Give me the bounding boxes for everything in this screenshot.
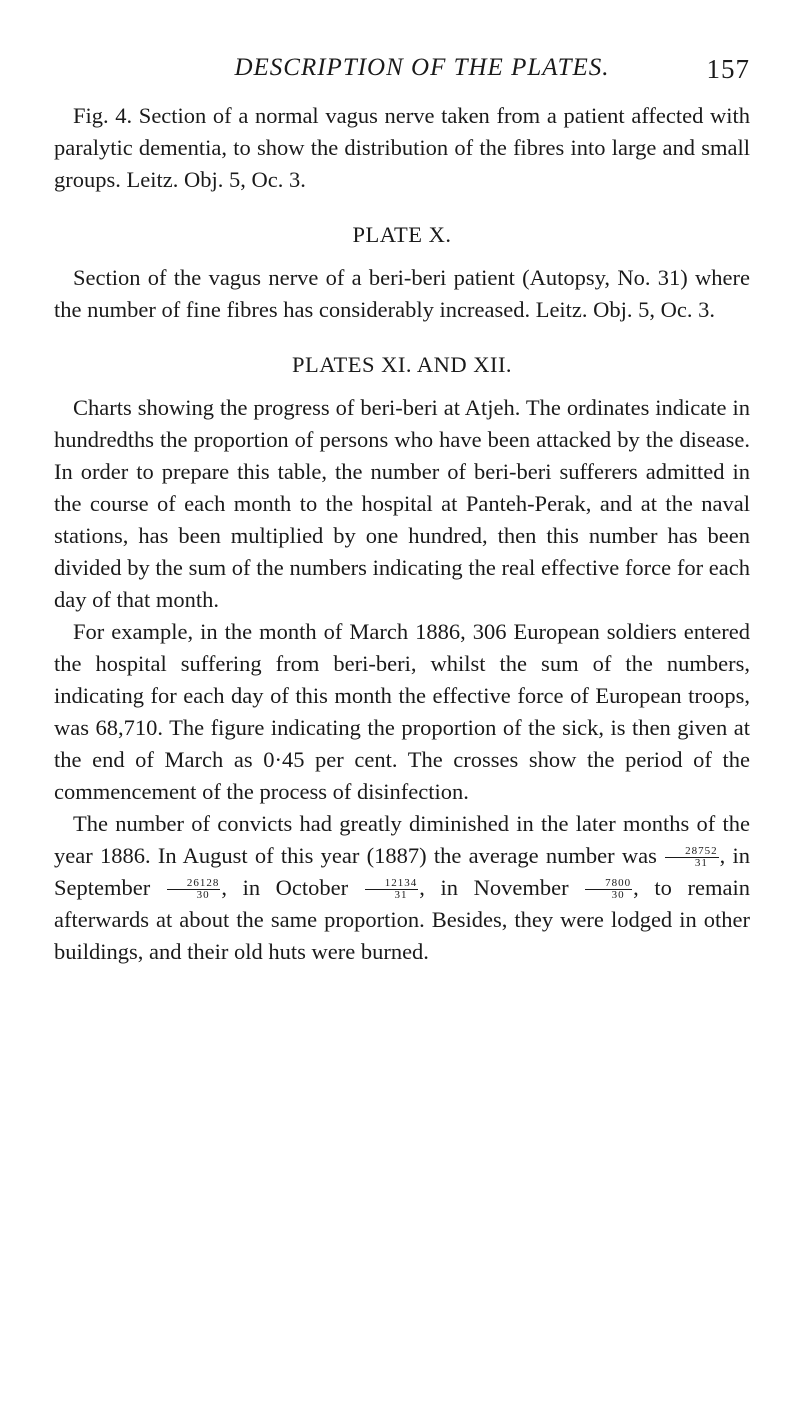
fig4-caption: Fig. 4. Section of a normal vagus nerve taken from a patient affected with paralytic dementia, to show the distribution of the fibres into large and small groups. Leitz. Obj. 5, Oc. 3. — [54, 103, 750, 192]
charts-paragraph: Charts showing the progress of beri-beri at Atjeh. The ordinates indicate in hundredths the proportion of persons who have been attacked by the disease. In order to prepare this table, the number of beri-beri sufferers admitted in the course of each month to the hospital at Panteh-Perak, and at the naval stations, has been multiplied by one hundred, then this number has been divided by the sum of the numbers indicating the real effective force for each day of that month. — [54, 395, 750, 612]
convicts-text-2: , in September — [54, 843, 750, 900]
august-fraction — [665, 846, 719, 869]
november-numerator: 7800 — [585, 878, 632, 890]
plate-x-heading: PLATE X. — [352, 222, 452, 247]
august-denominator: 31 — [694, 857, 708, 870]
convicts-text-4: , in November — [419, 875, 585, 900]
running-head — [54, 54, 750, 94]
convicts-paragraph — [54, 808, 750, 968]
november-fraction — [585, 878, 632, 901]
october-fraction — [365, 878, 419, 901]
plates-xi-xii-heading: PLATES XI. AND XII. — [291, 352, 513, 377]
convicts-text-1: The number of convicts had greatly diminished in the later months of the year 1886. In August of this year (1887) the average number was — [54, 811, 750, 868]
november-denominator: 30 — [611, 889, 625, 902]
october-denominator: 31 — [394, 889, 408, 902]
convicts-text-3: , in October — [221, 875, 364, 900]
october-numerator: 12134 — [365, 878, 419, 890]
convicts-text-5: , to remain afterwards at about the same proportion. Besides, they were lodged in other buildings, and their old huts were burned. — [54, 875, 750, 964]
plate-x-description: Section of the vagus nerve of a beri-beri patient (Autopsy, No. 31) where the number of fine fibres has considerably increased. Leitz. Obj. 5, Oc. 3. — [54, 265, 750, 322]
example-paragraph: For example, in the month of March 1886, 306 European soldiers entered the hospital suffering from beri-beri, whilst the sum of the numbers, indicating for each day of this month the effective force of European troops, was 68,710. The figure indicating the proportion of the sick, is then given at the end of March as 0·45 per cent. The crosses show the period of the commencement of the process of disinfection. — [54, 619, 750, 804]
running-title: DESCRIPTION OF THE PLATES. — [234, 54, 610, 81]
september-numerator: 26128 — [167, 878, 221, 890]
page-number: 157 — [706, 54, 750, 84]
september-fraction — [167, 878, 221, 901]
page — [0, 54, 800, 1418]
september-denominator: 30 — [196, 889, 210, 902]
august-numerator: 28752 — [665, 846, 719, 858]
